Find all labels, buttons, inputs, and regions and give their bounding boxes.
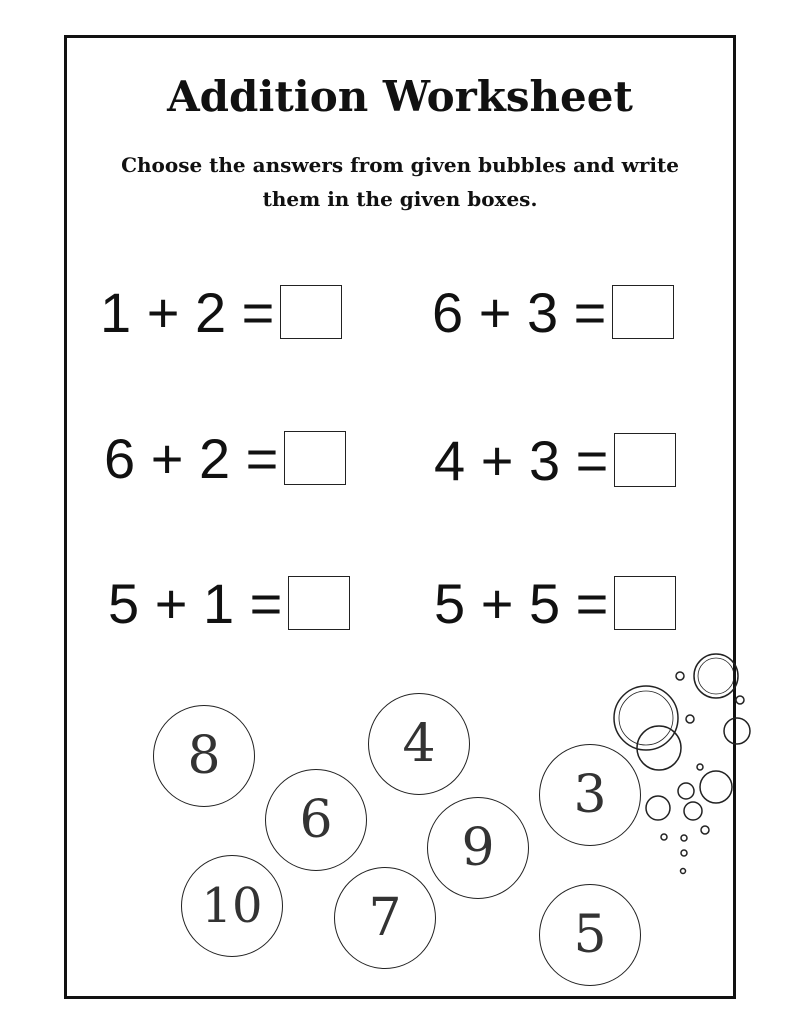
problem-expression: 5 + 5 =	[434, 571, 609, 635]
answer-bubble-5[interactable]: 5	[539, 884, 641, 986]
worksheet-title: Addition Worksheet	[167, 72, 633, 121]
problem-expression: 4 + 3 =	[434, 428, 609, 492]
answer-bubble-6[interactable]: 6	[265, 769, 367, 871]
answer-bubble-4[interactable]: 4	[368, 693, 470, 795]
answer-bubble-8[interactable]: 8	[153, 705, 255, 807]
problem-expression: 6 + 3 =	[432, 280, 607, 344]
problem-expression: 6 + 2 =	[104, 426, 279, 490]
problem-expression: 1 + 2 =	[100, 280, 275, 344]
answer-bubble-7[interactable]: 7	[334, 867, 436, 969]
problem-expression: 5 + 1 =	[108, 571, 283, 635]
answer-bubble-9[interactable]: 9	[427, 797, 529, 899]
answer-bubble-3[interactable]: 3	[539, 744, 641, 846]
answer-bubble-10[interactable]: 10	[181, 855, 283, 957]
worksheet-instructions: Choose the answers from given bubbles and write them in the given boxes.	[121, 153, 679, 211]
